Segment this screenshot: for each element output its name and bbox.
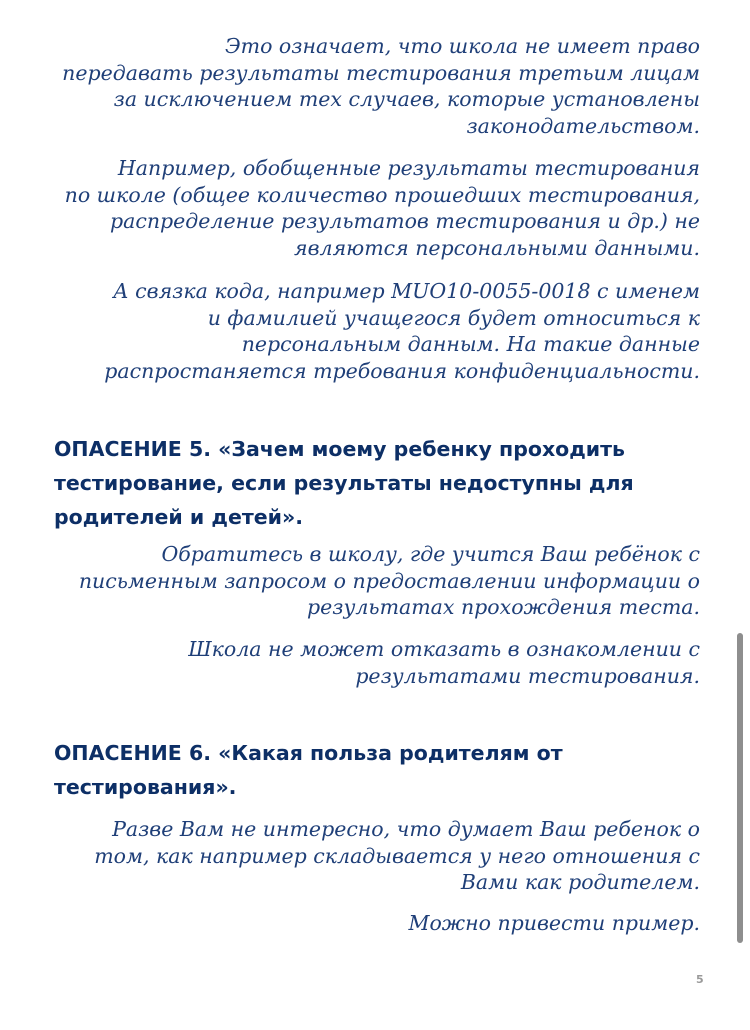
text-line: Школа не может отказать в ознакомлении с [188, 637, 700, 661]
text-line: Можно привести пример. [408, 911, 700, 935]
heading-line: тестирование, если результаты недоступны для [54, 471, 634, 495]
paragraph-confidentiality [62, 33, 700, 139]
page-number: 5 [696, 973, 704, 986]
heading-line: тестирования». [54, 775, 237, 799]
heading-line: ОПАСЕНИЕ 5. «Зачем моему ребенку проходить [54, 437, 626, 461]
paragraph-parent-interest [94, 816, 700, 896]
paragraph-aggregated-results [65, 155, 700, 261]
paragraph-school-cannot-refuse [188, 636, 700, 689]
text-line: результатами тестирования. [355, 663, 700, 688]
text-line: Вами как родителем. [460, 870, 700, 894]
text-line: являются персональными данными. [294, 235, 700, 260]
text-line: за исключением тех случаев, которые установлены [113, 87, 700, 111]
paragraph-example [408, 910, 700, 937]
text-line: распростаняется требования конфиденциальности. [104, 358, 700, 383]
text-line: передавать результаты тестирования третьим лицам [62, 60, 700, 85]
paragraph-personal-data [104, 278, 700, 384]
text-line: Разве Вам не интересно, что думает Ваш ребенок о [112, 817, 700, 841]
text-line: по школе (общее количество прошедших тестирования, [64, 182, 700, 207]
text-line: Например, обобщенные результаты тестирования [117, 156, 700, 180]
text-line: Это означает, что школа не имеет право [224, 34, 700, 58]
paragraph-contact-school [79, 541, 700, 621]
text-line: А связка кода, например MUO10-0055-0018 с именем [113, 279, 700, 303]
text-line: и фамилией учащегося будет относиться к [207, 305, 700, 330]
section-5-heading [54, 432, 634, 534]
text-line: том, как например складывается у него отношения с [94, 843, 700, 868]
text-line: персональным данным. На такие данные [241, 332, 700, 356]
text-line: законодательством. [466, 113, 700, 138]
heading-line: родителей и детей». [54, 505, 304, 529]
vertical-scrollbar[interactable] [737, 633, 743, 943]
text-line: письменным запросом о предоставлении информации о [78, 568, 700, 593]
text-line: результатах прохождения теста. [307, 595, 700, 619]
heading-line: ОПАСЕНИЕ 6. «Какая польза родителям от [54, 741, 563, 765]
text-line: Обратитесь в школу, где учится Ваш ребёнок с [161, 542, 700, 566]
section-6-heading [54, 736, 563, 804]
text-line: распределение результатов тестирования и др.) не [110, 209, 700, 233]
